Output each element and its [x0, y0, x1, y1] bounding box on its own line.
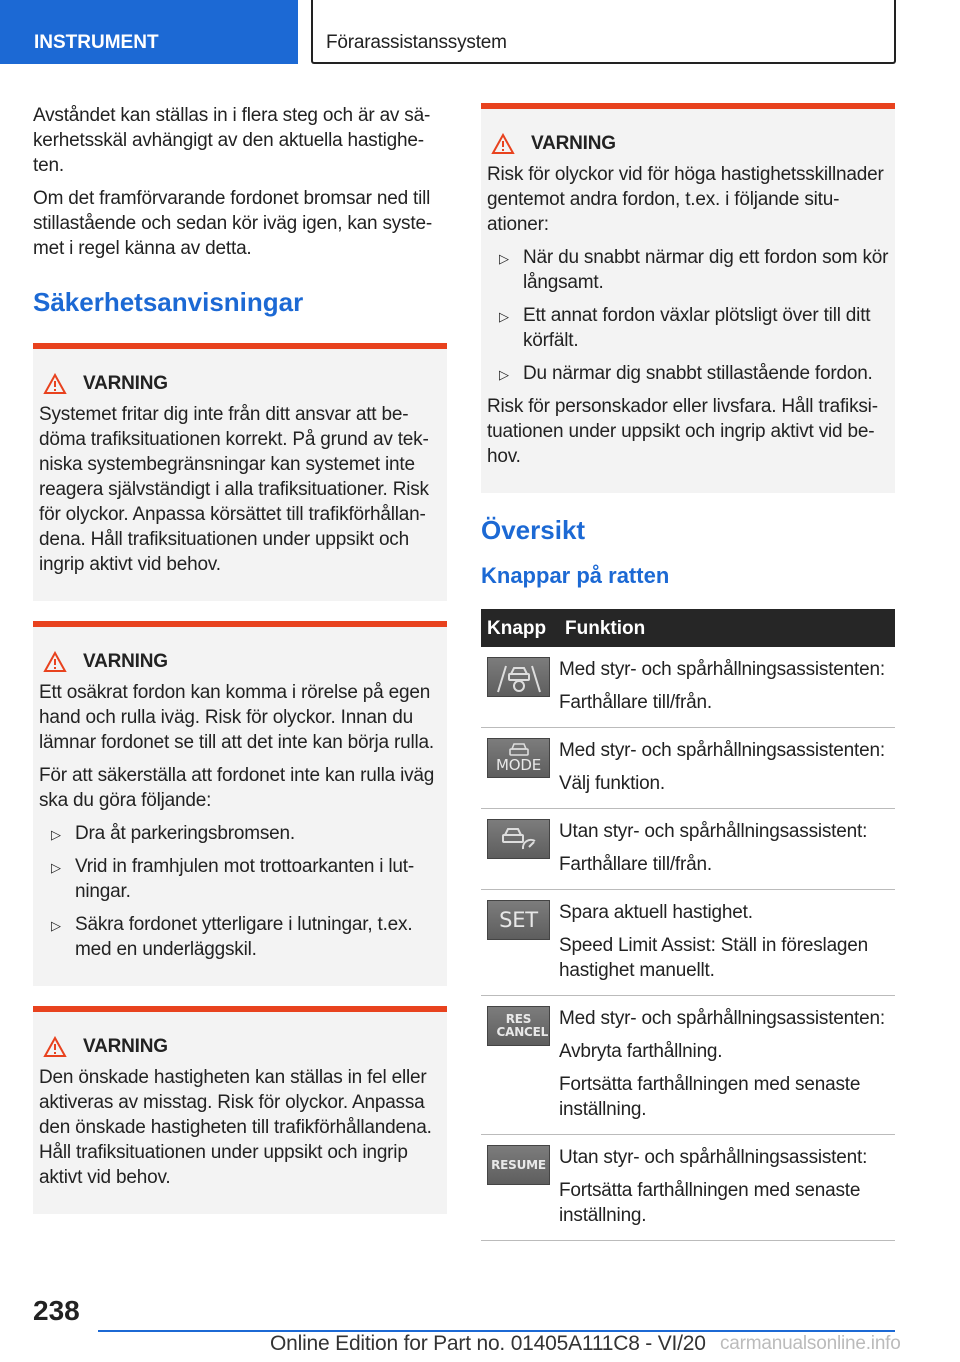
footer-edition: Online Edition for Part no. 01405A111C8 - VI/20: [270, 1332, 706, 1355]
table-header: Funktion: [559, 609, 895, 647]
function-text: Avbryta farthållning.: [559, 1041, 723, 1062]
table-row: [481, 728, 895, 809]
warning-box: [33, 621, 447, 986]
section-label: INSTRUMENT: [34, 32, 159, 53]
warning-title: VARNING: [83, 1036, 168, 1057]
triangle-bullet-icon: ▷: [51, 860, 61, 875]
function-text: Farthållare till/från.: [559, 692, 712, 713]
cruise-control-icon: [487, 819, 550, 859]
set-button-icon: SET: [487, 900, 550, 940]
warning-text: Ett osäkrat fordon kan komma i rörelse på egen hand och rulla iväg. Risk för olyckor. Innan du lämnar fordonet se till att det inte kan börja rulla.: [39, 682, 434, 753]
warning-text: Risk för personskador eller livsfara. Håll trafiksituationen under uppsikt och ingrip aktivt vid behov.: [487, 396, 879, 467]
res-cancel-button-icon: RES CANCEL: [487, 1006, 550, 1046]
warning-list: [487, 245, 889, 386]
warning-title: VARNING: [531, 133, 616, 154]
section-tab: [0, 0, 298, 64]
function-text: Fortsätta farthållningen med senaste inställning.: [559, 1180, 861, 1226]
function-text: Välj funktion.: [559, 773, 665, 794]
warning-triangle-icon: [43, 651, 67, 673]
warning-title: VARNING: [83, 651, 168, 672]
list-item: ▷ När du snabbt närmar dig ett fordon som kör långsamt.: [499, 247, 889, 293]
function-text: Med styr- och spårhållningsassistenten:: [559, 1008, 885, 1029]
triangle-bullet-icon: ▷: [51, 918, 61, 933]
list-item: ▷ Dra åt parkeringsbromsen.: [39, 821, 441, 846]
function-text: Utan styr- och spårhållningsassistent:: [559, 1147, 868, 1168]
mode-button-icon: MODE: [487, 738, 550, 778]
warning-triangle-icon: [43, 1036, 67, 1058]
triangle-bullet-icon: ▷: [499, 367, 509, 382]
function-text: Med styr- och spårhållningsassistenten:: [559, 659, 885, 680]
function-text: Med styr- och spårhållningsassistenten:: [559, 740, 885, 761]
function-text: Speed Limit Assist: Ställ in föreslagen hastighet manuellt.: [559, 935, 869, 981]
triangle-bullet-icon: ▷: [499, 251, 509, 266]
list-item: ▷ Du närmar dig snabbt stillastående fordon.: [487, 361, 889, 386]
triangle-bullet-icon: ▷: [51, 827, 61, 842]
function-text: Farthållare till/från.: [559, 854, 712, 875]
section-heading: Översikt: [481, 515, 586, 545]
warning-triangle-icon: [491, 133, 515, 155]
cruise-control-lane-icon: [487, 657, 550, 697]
warning-box: [33, 343, 447, 601]
watermark: carmanualsonline.info: [720, 1333, 901, 1354]
button-table: [481, 609, 895, 1241]
table-row: [481, 996, 895, 1135]
warning-text: Systemet fritar dig inte från ditt ansvar att bedöma trafiksituationen korrekt. På grund av tekniska systembegränsningar kan systemet inte reagera självständigt i alla trafiksituationer. Risk för olyckor. Anpassa körsättet till trafikförhållandena. Håll trafiksituationen under uppsikt och ingrip aktivt vid behov.: [39, 404, 429, 575]
right-column: [481, 103, 895, 1241]
list-item: ▷ Säkra fordonet ytterligare i lutningar, t.ex. med en underläggskil.: [51, 914, 413, 960]
warning-text: Risk för olyckor vid för höga hastighetsskillnader gentemot andra fordon, t.ex. i följande situationer:: [487, 164, 884, 235]
warning-box: [481, 103, 895, 493]
table-row: [481, 809, 895, 890]
section-heading: Säkerhetsanvisningar: [33, 287, 304, 317]
chapter-label: Förarassistanssystem: [326, 32, 507, 53]
intro-paragraph: Om det framförvarande fordonet bromsar ned till stillastående och sedan kör iväg igen, kan systemet i regel känna av detta.: [33, 188, 433, 259]
warning-text: För att säkerställa att fordonet inte kan rulla iväg ska du göra följande:: [39, 765, 435, 811]
function-text: Fortsätta farthållningen med senaste inställning.: [559, 1074, 861, 1120]
table-row: [481, 890, 895, 996]
intro-paragraph: Avståndet kan ställas in i flera steg och är av säkerhetsskäl avhängigt av den aktuella hastigheten.: [33, 105, 431, 176]
table-row: [481, 1135, 895, 1241]
left-column: [33, 103, 447, 1234]
warning-text: Den önskade hastigheten kan ställas in fel eller aktiveras av misstag. Risk för olyckor. Anpassa den önskade hastigheten till trafikförhållandena. Håll trafiksituationen under uppsikt och ingrip aktivt vid behov.: [39, 1067, 432, 1188]
function-text: Utan styr- och spårhållningsassistent:: [559, 821, 868, 842]
list-item: ▷ Vrid in framhjulen mot trottoarkanten i lutningar.: [51, 856, 415, 902]
table-header: Knapp: [481, 609, 559, 647]
table-row: [481, 647, 895, 728]
resume-button-icon: RESUME: [487, 1145, 550, 1185]
warning-list: [39, 821, 441, 962]
warning-title: VARNING: [83, 373, 168, 394]
subsection-heading: Knappar på ratten: [481, 563, 670, 588]
function-text: Spara aktuell hastighet.: [559, 902, 753, 923]
list-item: ▷ Ett annat fordon växlar plötsligt över till ditt körfält.: [499, 305, 871, 351]
triangle-bullet-icon: ▷: [499, 309, 509, 324]
warning-triangle-icon: [43, 373, 67, 395]
warning-box: [33, 1006, 447, 1214]
chapter-tab: [311, 0, 896, 64]
page-number: 238: [33, 1295, 80, 1326]
